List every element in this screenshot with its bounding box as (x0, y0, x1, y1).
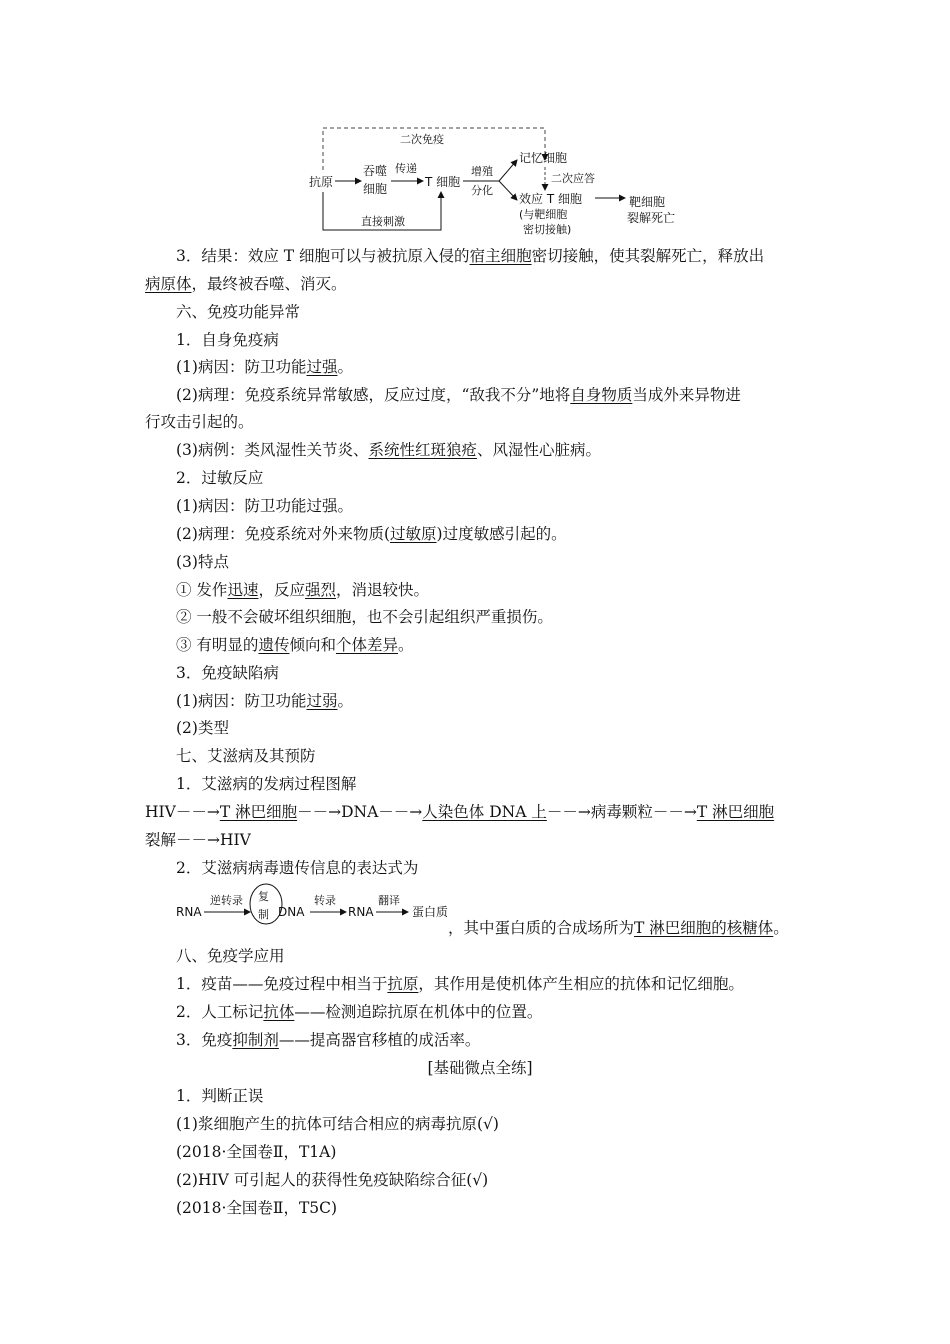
t-cell-label: T 细胞 (425, 175, 461, 189)
reverse-transcription-label: 逆转录 (210, 894, 243, 907)
allergy-features: (3)特点 (176, 553, 229, 571)
immunodeficiency-cause: (1)病因：防卫功能过弱。 (176, 692, 353, 710)
memory-cell-label: 记忆细胞 (519, 151, 568, 165)
antibody-label-line: 2．人工标记抗体——检测追踪抗原在机体中的位置。 (176, 1003, 543, 1021)
result-line-1: 3．结果：效应 T 细胞可以与被抗原入侵的宿主细胞密切接触，使其裂解死亡，释放出 (176, 247, 765, 265)
judge-item-1: (1)浆细胞产生的抗体可结合相应的病毒抗原(√) (176, 1115, 499, 1133)
secondary-immunity-label: 二次免疫 (400, 133, 444, 146)
immunodeficiency-types: (2)类型 (176, 719, 229, 737)
protein-label: 蛋白质 (412, 905, 449, 919)
autoimmune-pathology-2: 行攻击引起的。 (145, 413, 254, 431)
proliferate-label-2: 分化 (471, 184, 493, 197)
judge-item-1-source: (2018·全国卷Ⅱ，T1A) (176, 1143, 337, 1161)
translation-label: 翻译 (378, 894, 400, 907)
replicate-label-2: 制 (258, 908, 269, 921)
proliferate-label-1: 增殖 (471, 165, 493, 178)
judge-item-2: (2)HIV 可引起人的获得性免疫缺陷综合征(√) (176, 1171, 489, 1189)
judge-heading: 1．判断正误 (176, 1087, 264, 1105)
immunosuppressant-line: 3．免疫抑制剂——提高器官移植的成活率。 (176, 1031, 481, 1049)
phagocyte-label-1: 吞噬 (363, 164, 388, 178)
autoimmune-examples: (3)病例：类风湿性关节炎、系统性红斑狼疮、风湿性心脏病。 (176, 441, 601, 459)
rna2-label: RNA (348, 905, 374, 919)
phagocyte-label-2: 细胞 (363, 182, 388, 196)
autoimmune-pathology: (2)病理：免疫系统异常敏感，反应过度，“敌我不分”地将自身物质当成外来异物进 (176, 386, 741, 404)
direct-stim-label: 直接刺激 (361, 215, 405, 228)
transmit-label: 传递 (395, 162, 417, 175)
section-heading-8: 八、免疫学应用 (176, 947, 285, 965)
target-cell-label-2: 裂解死亡 (627, 211, 676, 225)
genetic-expression-diagram (172, 880, 462, 936)
autoimmune-cause: (1)病因：防卫功能过强。 (176, 358, 353, 376)
aids-expression-heading: 2．艾滋病病毒遗传信息的表达式为 (176, 859, 419, 877)
autoimmune-heading: 1．自身免疫病 (176, 331, 279, 349)
allergy-cause: (1)病因：防卫功能过强。 (176, 497, 353, 515)
aids-process-flow-2: 裂解－－→HIV (145, 831, 251, 849)
immunodeficiency-heading: 3．免疫缺陷病 (176, 664, 279, 682)
vaccine-line: 1．疫苗——免疫过程中相当于抗原，其作用是使机体产生相应的抗体和记忆细胞。 (176, 975, 744, 993)
judge-item-2-source: (2018·全国卷Ⅱ，T5C) (176, 1199, 338, 1217)
result-line-2: 病原体，最终被吞噬、消灭。 (145, 275, 347, 293)
contact-note-1: (与靶细胞 (519, 208, 568, 221)
allergy-pathology: (2)病理：免疫系统对外来物质(过敏原)过度敏感引起的。 (176, 525, 567, 543)
secondary-immunity-diagram (305, 120, 685, 238)
transcription-label: 转录 (314, 894, 336, 907)
target-cell-label-1: 靶细胞 (629, 195, 666, 209)
dna-label: DNA (278, 905, 305, 919)
secondary-response-label: 二次应答 (551, 172, 595, 185)
antigen-label: 抗原 (309, 175, 334, 189)
allergy-heading: 2．过敏反应 (176, 469, 264, 487)
effector-t-label: 效应 T 细胞 (519, 192, 582, 206)
section-heading-6: 六、免疫功能异常 (176, 303, 301, 321)
section-heading-7: 七、艾滋病及其预防 (176, 747, 316, 765)
aids-process-flow: HIV－－→T 淋巴细胞－－→DNA－－→人染色体 DNA 上－－→病毒颗粒－－→T 淋巴细胞 (145, 803, 775, 821)
replicate-label-1: 复 (258, 890, 269, 903)
contact-note-2: 密切接触) (523, 223, 572, 236)
rna-label: RNA (176, 905, 202, 919)
allergy-feature-1: ① 发作迅速，反应强烈，消退较快。 (176, 581, 429, 599)
allergy-feature-2: ② 一般不会破坏组织细胞，也不会引起组织严重损伤。 (176, 608, 553, 626)
practice-heading: [基础微点全练] (427, 1059, 533, 1077)
aids-expression-tail: ，其中蛋白质的合成场所为T 淋巴细胞的核糖体。 (448, 919, 789, 937)
aids-process-heading: 1．艾滋病的发病过程图解 (176, 775, 357, 793)
allergy-feature-3: ③ 有明显的遗传倾向和个体差异。 (176, 636, 414, 654)
